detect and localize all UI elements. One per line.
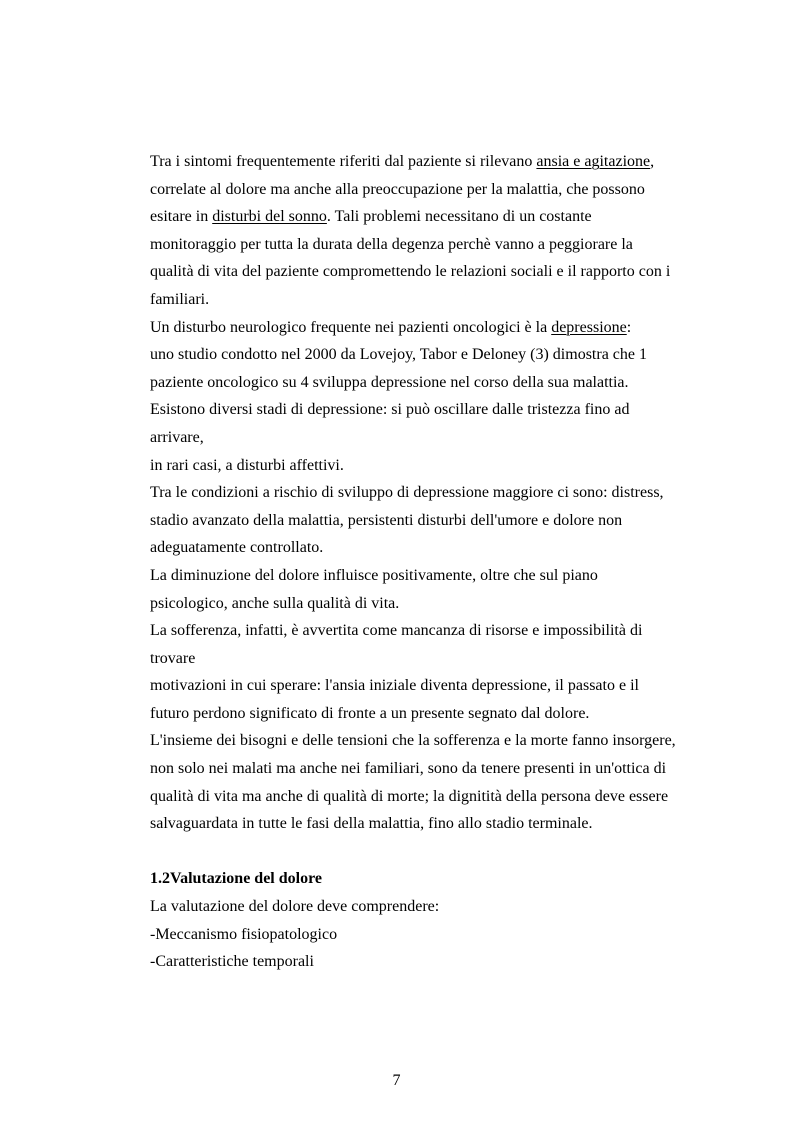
text-line [150,645,710,673]
text-line [150,148,710,176]
text-line [150,783,710,811]
text-run: qualità di vita ma anche di qualità di morte; la dignitità della persona deve essere [150,787,669,805]
text-run: arrivare, [150,428,204,446]
text-line [150,562,710,590]
text-run: : [626,318,632,336]
text-line [150,810,710,838]
text-line [150,203,710,231]
text-line [150,452,710,480]
text-run: Un disturbo neurologico frequente nei pazienti oncologici è la [150,318,552,336]
text-run: Esistono diversi stadi di depressione: si può oscillare dalle tristezza fino ad [150,401,630,419]
page-number: 7 [392,1072,401,1089]
text-run: La sofferenza, infatti, è avvertita come mancanza di risorse e impossibilità di [150,622,643,640]
text-line [150,314,710,342]
text-run: non solo nei malati ma anche nei familiari, sono da tenere presenti in un'ottica di [150,760,667,778]
text-line [150,672,710,700]
text-line [150,727,710,755]
text-run: trovare [150,649,196,667]
text-run: adeguatamente controllato. [150,539,324,557]
text-run: qualità di vita del paziente compromettendo le relazioni sociali e il rapporto con i [150,263,671,281]
text-run: paziente oncologico su 4 sviluppa depressione nel corso della sua malattia. [150,373,629,391]
text-line [150,258,710,286]
text-run: monitoraggio per tutta la durata della degenza perchè vanno a peggiorare la [150,235,633,253]
text-run: correlate al dolore ma anche alla preoccupazione per la malattia, che possono [150,180,645,198]
section-line: -Meccanismo fisiopatologico [150,925,338,943]
section-line: -Caratteristiche temporali [150,953,314,971]
text-run: salvaguardata in tutte le fasi della malattia, fino allo stadio terminale. [150,815,593,833]
text-run: in rari casi, a disturbi affettivi. [150,456,344,474]
text-line [150,286,710,314]
text-line [150,755,710,783]
paragraphs [150,148,710,838]
text-run: esitare in [150,208,213,226]
blank-line [150,838,710,866]
text-run: familiari. [150,290,210,308]
text-run: psicologico, anche sulla qualità di vita. [150,594,400,612]
text-line [150,507,710,535]
text-line [150,176,710,204]
text-line [150,479,710,507]
section-line: La valutazione del dolore deve comprendere: [150,898,440,916]
text-line [150,341,710,369]
section-heading: 1.2Valutazione del dolore [150,870,323,888]
text-line [150,424,710,452]
underlined-term: disturbi del sonno [212,208,327,226]
text-run: Tra le condizioni a rischio di sviluppo di depressione maggiore ci sono: distress, [150,484,664,502]
text-run: L'insieme dei bisogni e delle tensioni che la sofferenza e la morte fanno insorgere, [150,732,676,750]
text-line [150,700,710,728]
text-run: stadio avanzato della malattia, persistenti disturbi dell'umore e dolore non [150,511,623,529]
text-run: . Tali problemi necessitano di un costante [326,208,592,226]
text-run: futuro perdono significato di fronte a un presente segnato dal dolore. [150,704,590,722]
underlined-term: depressione [551,318,627,336]
text-line [150,590,710,618]
document-body [150,148,710,976]
text-run: uno studio condotto nel 2000 da Lovejoy, Tabor e Deloney (3) dimostra che 1 [150,346,647,364]
text-line [150,617,710,645]
text-line [150,369,710,397]
underlined-term: ansia e agitazione [536,153,651,170]
text-line [150,396,710,424]
text-run: Tra i sintomi frequentemente riferiti dal paziente si rilevano [150,153,537,170]
text-line [150,534,710,562]
text-run: , [650,153,655,170]
text-run: motivazioni in cui sperare: l'ansia iniziale diventa depressione, il passato e il [150,677,639,695]
text-run: La diminuzione del dolore influisce positivamente, oltre che sul piano [150,566,598,584]
text-line [150,231,710,259]
